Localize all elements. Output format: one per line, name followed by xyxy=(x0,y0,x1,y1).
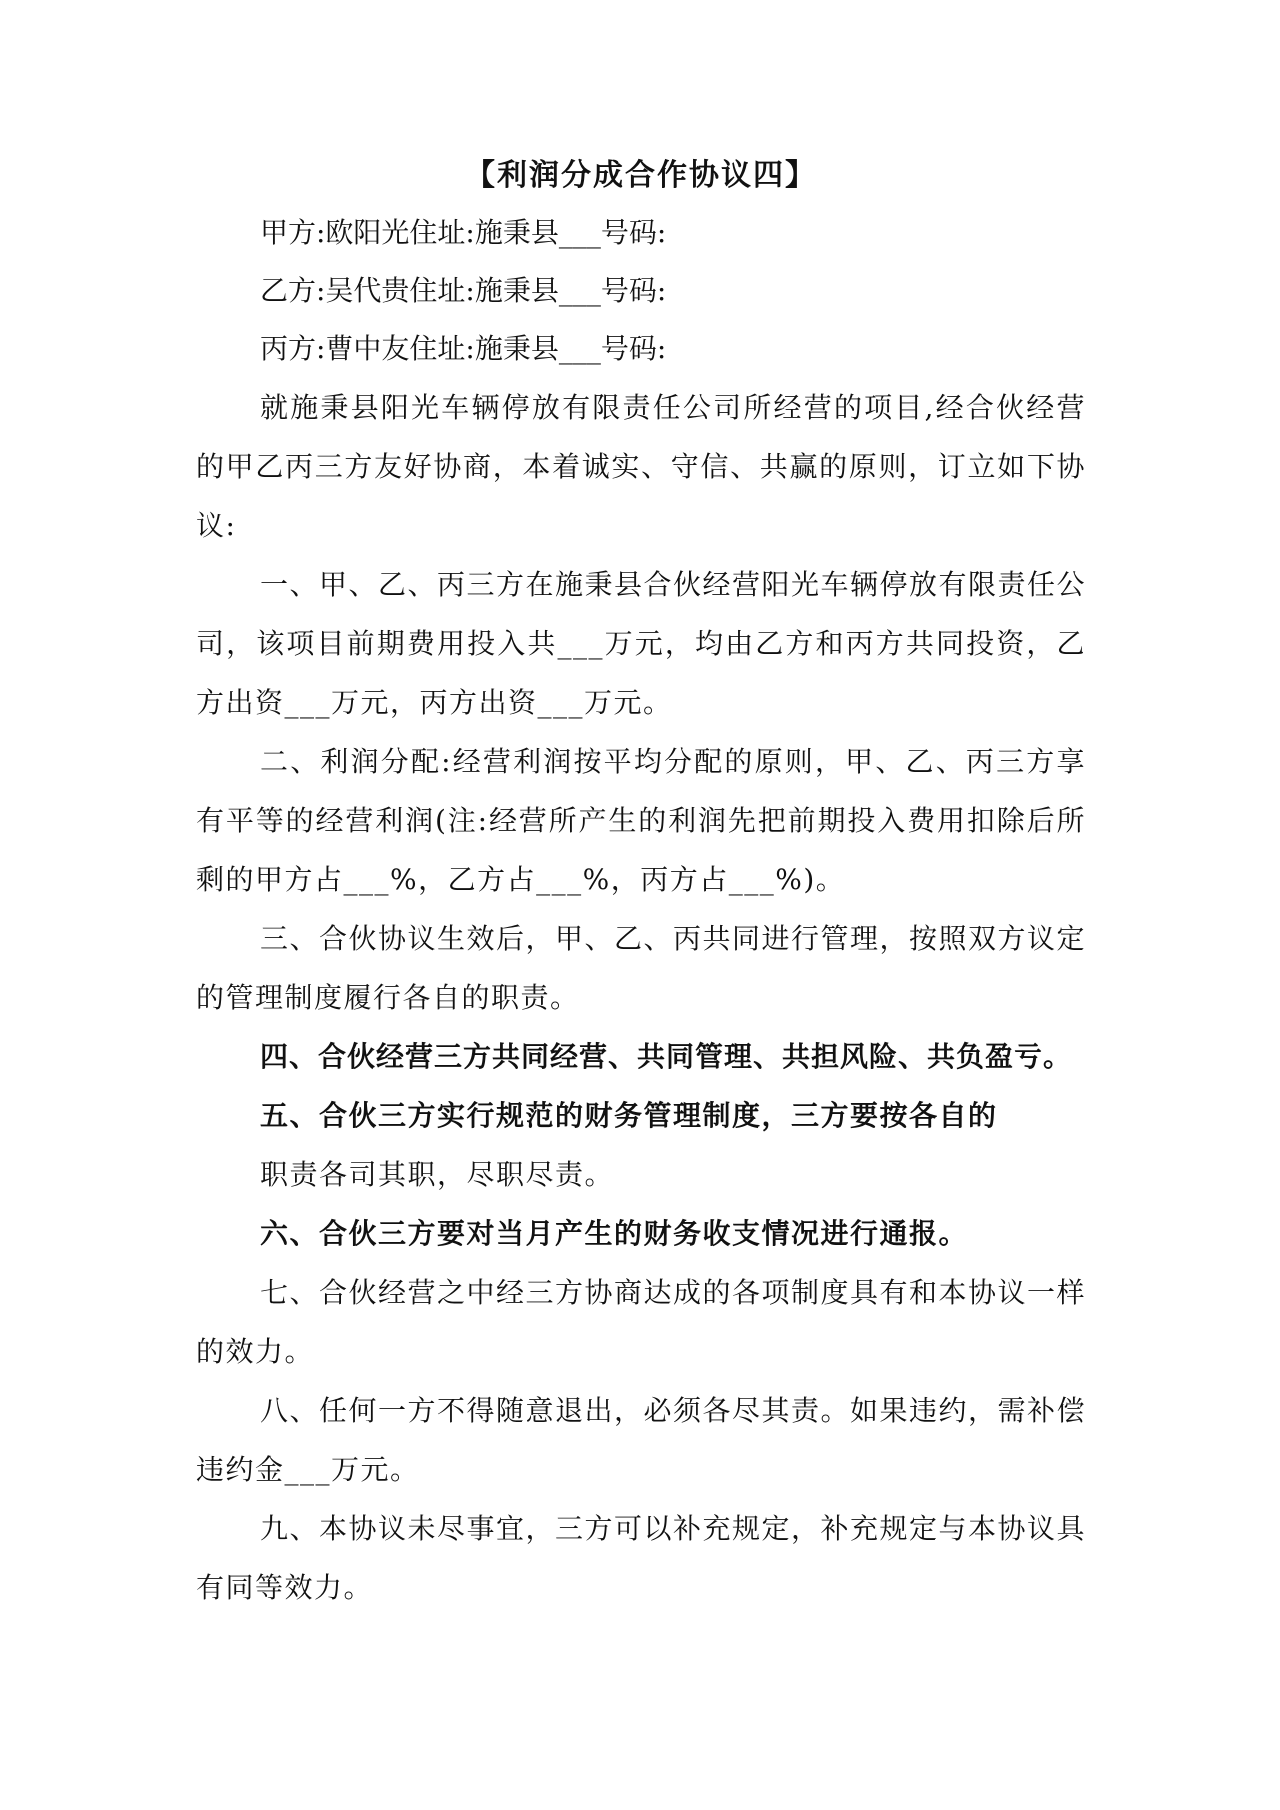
clause-1: 一、甲、乙、丙三方在施秉县合伙经营阳光车辆停放有限责任公司，该项目前期费用投入共___万元，均由乙方和丙方共同投资，乙方出资___万元，丙方出资___万元。 xyxy=(196,568,1087,719)
clause-6: 六、合伙三方要对当月产生的财务收支情况进行通报。 xyxy=(260,1217,969,1250)
clause-3: 三、合伙协议生效后，甲、乙、丙共同进行管理，按照双方议定的管理制度履行各自的职责。 xyxy=(196,922,1087,1014)
clause-5-heading: 五、合伙三方实行规范的财务管理制度，三方要按各自的 xyxy=(260,1099,998,1132)
clause-4: 四、合伙经营三方共同经营、共同管理、共担风险、共负盈亏。 xyxy=(260,1040,1073,1073)
preamble: 就施秉县阳光车辆停放有限责任公司所经营的项目,经合伙经营的甲乙丙三方友好协商，本着诚实、守信、共赢的原则，订立如下协议: xyxy=(196,391,1086,542)
party-a: 甲方:欧阳光住址:施秉县___号码: xyxy=(260,216,667,249)
clause-7: 七、合伙经营之中经三方协商达成的各项制度具有和本协议一样的效力。 xyxy=(196,1276,1087,1368)
clause-9: 九、本协议未尽事宜，三方可以补充规定，补充规定与本协议具有同等效力。 xyxy=(196,1512,1087,1604)
document-title: 【利润分成合作协议四】 xyxy=(465,158,817,193)
document-page xyxy=(196,148,1086,1617)
party-b: 乙方:吴代贵住址:施秉县___号码: xyxy=(260,274,667,307)
clause-2: 二、利润分配:经营利润按平均分配的原则，甲、乙、丙三方享有平等的经营利润(注:经营所产生的利润先把前期投入费用扣除后所剩的甲方占___%，乙方占___%，丙方占___%)。 xyxy=(196,745,1086,896)
party-c: 丙方:曹中友住址:施秉县___号码: xyxy=(260,332,667,365)
clause-8: 八、任何一方不得随意退出，必须各尽其责。如果违约，需补偿违约金___万元。 xyxy=(196,1394,1087,1486)
clause-5-body: 职责各司其职，尽职尽责。 xyxy=(260,1158,615,1191)
